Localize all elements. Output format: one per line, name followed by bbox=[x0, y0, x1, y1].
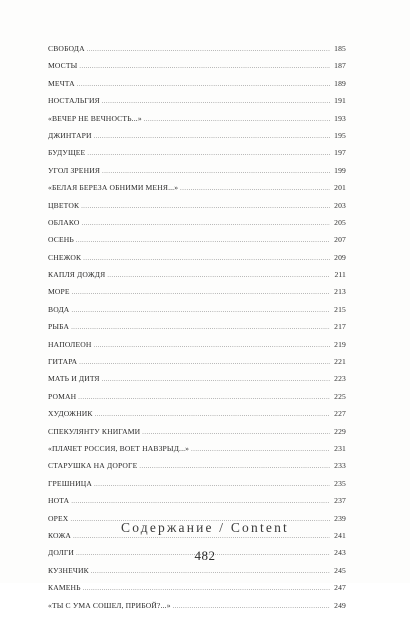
toc-entry-page: 227 bbox=[334, 409, 346, 419]
toc-entry-title: «ТЫ С УМА СОШЕЛ, ПРИБОЙ?...» bbox=[48, 600, 171, 610]
toc-dot-leader bbox=[83, 256, 330, 262]
toc-entry-page: 245 bbox=[334, 565, 346, 575]
toc-entry-page: 243 bbox=[334, 548, 346, 558]
toc-entry-title: МАТЬ И ДИТЯ bbox=[48, 374, 100, 384]
toc-entry-page: 215 bbox=[334, 304, 346, 314]
toc-entry-page: 249 bbox=[334, 600, 346, 610]
toc-dot-leader bbox=[71, 308, 330, 314]
toc-entry bbox=[48, 61, 346, 78]
toc-entry bbox=[48, 218, 346, 235]
toc-entry-title: ВОДА bbox=[48, 304, 70, 314]
toc-entry bbox=[48, 357, 346, 374]
toc-entry bbox=[48, 183, 346, 200]
toc-entry bbox=[48, 148, 346, 165]
toc-entry-title: ОСЕНЬ bbox=[48, 235, 74, 245]
toc-entry-page: 233 bbox=[334, 461, 346, 471]
toc-entry bbox=[48, 409, 346, 426]
toc-dot-leader bbox=[71, 499, 330, 505]
toc-entry-page: 187 bbox=[334, 61, 346, 71]
toc-entry-page: 203 bbox=[334, 200, 346, 210]
toc-entry bbox=[48, 461, 346, 478]
toc-dot-leader bbox=[102, 377, 330, 383]
toc-dot-leader bbox=[78, 395, 330, 401]
toc-entry bbox=[48, 427, 346, 444]
toc-dot-leader bbox=[95, 412, 330, 418]
toc-entry-title: НОСТАЛЬГИЯ bbox=[48, 96, 100, 106]
toc-entry-title: ХУДОЖНИК bbox=[48, 409, 93, 419]
toc-dot-leader bbox=[144, 117, 330, 123]
toc-entry-title: КАМЕНЬ bbox=[48, 583, 81, 593]
toc-entry-title: БУДУЩЕЕ bbox=[48, 148, 86, 158]
toc-entry-page: 201 bbox=[334, 183, 346, 193]
toc-dot-leader bbox=[72, 290, 330, 296]
toc-entry-title: ГИТАРА bbox=[48, 357, 78, 367]
toc-entry-title: КАПЛЯ ДОЖДЯ bbox=[48, 270, 106, 280]
toc-entry-page: 195 bbox=[334, 130, 346, 140]
toc-entry-title: РЫБА bbox=[48, 322, 70, 332]
toc-entry-page: 189 bbox=[334, 78, 346, 88]
toc-dot-leader bbox=[180, 186, 330, 192]
toc-dot-leader bbox=[94, 343, 330, 349]
toc-entry-page: 193 bbox=[334, 113, 346, 123]
toc-dot-leader bbox=[87, 47, 330, 53]
toc-entry-title: КУЗНЕЧИК bbox=[48, 565, 89, 575]
toc-entry-title: «БЕЛАЯ БЕРЕЗА ОБНИМИ МЕНЯ...» bbox=[48, 183, 179, 193]
toc-entry-page: 205 bbox=[334, 217, 346, 227]
toc-entry-title: МОСТЫ bbox=[48, 61, 78, 71]
toc-entry bbox=[48, 583, 346, 600]
toc-entry bbox=[48, 496, 346, 513]
toc-entry-title: ДОЛГИ bbox=[48, 548, 75, 558]
toc-entry-title: МЕЧТА bbox=[48, 78, 75, 88]
toc-entry-page: 213 bbox=[334, 287, 346, 297]
toc-entry-title: ЦВЕТОК bbox=[48, 200, 80, 210]
toc-entry-page: 209 bbox=[334, 252, 346, 262]
toc-entry bbox=[48, 601, 346, 618]
toc-dot-leader bbox=[94, 482, 330, 488]
toc-entry-title: ОБЛАКО bbox=[48, 217, 80, 227]
toc-entry-title: «ПЛАЧЕТ РОССИЯ, ВОЕТ НАВЗРЫД...» bbox=[48, 443, 190, 453]
toc-entry bbox=[48, 270, 346, 287]
toc-entry bbox=[48, 305, 346, 322]
toc-entry bbox=[48, 114, 346, 131]
toc-dot-leader bbox=[83, 586, 330, 592]
toc-dot-leader bbox=[173, 604, 330, 610]
toc-dot-leader bbox=[76, 238, 330, 244]
toc-dot-leader bbox=[94, 134, 330, 140]
toc-entry-page: 221 bbox=[334, 357, 346, 367]
page-number: 482 bbox=[194, 548, 216, 563]
toc-entry bbox=[48, 79, 346, 96]
toc-entry bbox=[48, 374, 346, 391]
toc-entry bbox=[48, 235, 346, 252]
toc-entry bbox=[48, 96, 346, 113]
toc-entry-page: 241 bbox=[334, 530, 346, 540]
toc-entry bbox=[48, 479, 346, 496]
toc-dot-leader bbox=[79, 360, 330, 366]
toc-entry-page: 217 bbox=[334, 322, 346, 332]
toc-dot-leader bbox=[91, 569, 330, 575]
toc-dot-leader bbox=[81, 204, 330, 210]
toc-entry bbox=[48, 253, 346, 270]
toc-entry bbox=[48, 444, 346, 461]
toc-entry-title: СВОБОДА bbox=[48, 44, 85, 53]
toc-entry-title: КОЖА bbox=[48, 530, 72, 540]
toc-dot-leader bbox=[107, 273, 330, 279]
toc-entry-page: 231 bbox=[334, 443, 346, 453]
toc-dot-leader bbox=[139, 464, 330, 470]
toc-entry bbox=[48, 287, 346, 304]
toc-dot-leader bbox=[102, 169, 330, 175]
toc-entry-page: 185 bbox=[334, 44, 346, 53]
toc-entry-title: ОРЕХ bbox=[48, 513, 69, 523]
toc-entry-page: 197 bbox=[334, 148, 346, 158]
toc-entry bbox=[48, 201, 346, 218]
toc-dot-leader bbox=[191, 447, 330, 453]
toc-entry-page: 199 bbox=[334, 165, 346, 175]
toc-entry-page: 191 bbox=[334, 96, 346, 106]
toc-dot-leader bbox=[79, 64, 330, 70]
toc-dot-leader bbox=[71, 325, 330, 331]
toc-entry-title: СТАРУШКА НА ДОРОГЕ bbox=[48, 461, 138, 471]
toc-entry-page: 223 bbox=[334, 374, 346, 384]
toc-entry bbox=[48, 44, 346, 61]
toc-entry-title: «ВЕЧЕР НЕ ВЕЧНОСТЬ...» bbox=[48, 113, 142, 123]
toc-entry bbox=[48, 566, 346, 583]
toc-dot-leader bbox=[77, 82, 330, 88]
toc-dot-leader bbox=[82, 221, 330, 227]
toc-dot-leader bbox=[142, 430, 330, 436]
section-title: Содержание / Content bbox=[121, 520, 289, 535]
toc-entry-page: 225 bbox=[334, 391, 346, 401]
toc-entry-page: 207 bbox=[334, 235, 346, 245]
toc-entry-page: 235 bbox=[334, 478, 346, 488]
toc-entry-title: УГОЛ ЗРЕНИЯ bbox=[48, 165, 101, 175]
toc-entry-page: 219 bbox=[334, 339, 346, 349]
toc-entry-title: ГРЕШНИЦА bbox=[48, 478, 93, 488]
toc-entry-page: 229 bbox=[334, 426, 346, 436]
toc-entry-title: СПЕКУЛЯНТУ КНИГАМИ bbox=[48, 426, 141, 436]
toc-entry bbox=[48, 131, 346, 148]
toc-dot-leader bbox=[87, 151, 330, 157]
toc-entry-page: 239 bbox=[334, 513, 346, 523]
toc-dot-leader bbox=[102, 99, 330, 105]
toc-entry bbox=[48, 340, 346, 357]
toc-entry-page: 237 bbox=[334, 496, 346, 506]
toc-entry bbox=[48, 166, 346, 183]
toc-entry-title: РОМАН bbox=[48, 391, 77, 401]
toc-entry-title: НАПОЛЕОН bbox=[48, 339, 92, 349]
toc-entry bbox=[48, 322, 346, 339]
toc-entry-page: 211 bbox=[334, 270, 346, 280]
toc-entry bbox=[48, 392, 346, 409]
toc-entry-title: ДЖИНТАРИ bbox=[48, 130, 92, 140]
toc-entry-title: МОРЕ bbox=[48, 287, 70, 297]
toc-entry-title: СНЕЖОК bbox=[48, 252, 82, 262]
toc-entry-title: НОТА bbox=[48, 496, 70, 506]
toc-entry-page: 247 bbox=[334, 583, 346, 593]
